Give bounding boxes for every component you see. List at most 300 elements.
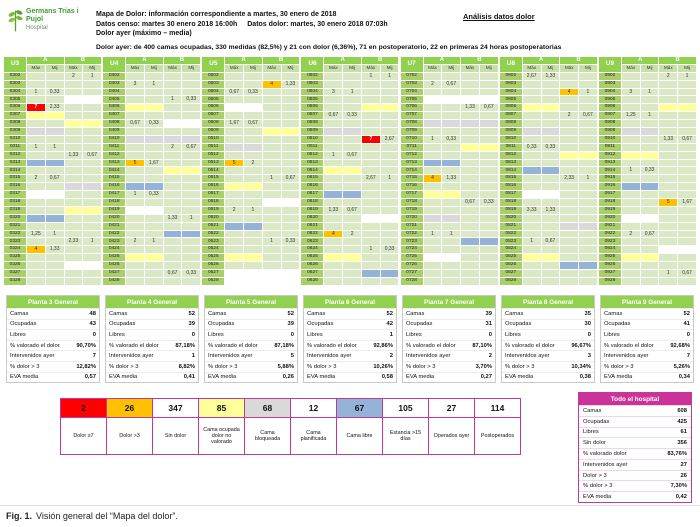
- bed-cell: [282, 144, 300, 151]
- room-number: 0702: [401, 73, 423, 80]
- bed-cell: [424, 246, 442, 253]
- legend-count: 12: [290, 398, 337, 418]
- bed-cell: [523, 231, 541, 238]
- unit-block-u9: [599, 57, 696, 285]
- bed-cell: [263, 136, 281, 143]
- room-number: 0508: [202, 120, 224, 127]
- bed-cell: [579, 104, 597, 111]
- legend-item: [382, 398, 429, 455]
- bed-cell: [145, 246, 163, 253]
- bed-cell: [65, 136, 83, 143]
- bed-cell: 0,67: [324, 112, 342, 119]
- bed-cell: [343, 254, 361, 261]
- bed-cell: [263, 89, 281, 96]
- room-number: 0811: [500, 144, 522, 151]
- bed-cell: 2: [126, 238, 144, 245]
- bed-cell: [324, 175, 342, 182]
- analysis-link[interactable]: Análisis datos dolor: [463, 12, 535, 21]
- bed-cell: [225, 215, 243, 222]
- bed-cell: 0,67: [542, 238, 560, 245]
- bed-cell: [282, 231, 300, 238]
- bed-cell: 1: [46, 144, 64, 151]
- bed-cell: [282, 191, 300, 198]
- bed-cell: [164, 128, 182, 135]
- bed-cell: [27, 254, 45, 261]
- bed-cell: [461, 254, 479, 261]
- room-number: 0918: [599, 199, 621, 206]
- bed-cell: [442, 215, 460, 222]
- column-header: Mij: [282, 65, 300, 72]
- bed-cell: [542, 270, 560, 277]
- bed-cell: [225, 270, 243, 277]
- bed-cell: [145, 144, 163, 151]
- room-number: 0505: [202, 96, 224, 103]
- bed-cell: [27, 152, 45, 159]
- bed-cell: [442, 96, 460, 103]
- bed-cell: [324, 73, 342, 80]
- bed-cell: [343, 199, 361, 206]
- planta-table-7: [402, 295, 496, 383]
- bed-cell: 0,67: [343, 207, 361, 214]
- bed-cell: [145, 152, 163, 159]
- bed-cell: [343, 144, 361, 151]
- planta-row: [205, 372, 297, 383]
- bed-cell: [282, 254, 300, 261]
- bed-cell: [46, 254, 64, 261]
- bed-cell: [579, 278, 597, 285]
- bed-cell: [126, 270, 144, 277]
- bed-cell: [126, 207, 144, 214]
- bed-cell: [83, 81, 101, 88]
- bed-cell: [164, 120, 182, 127]
- planta-row: [403, 319, 495, 330]
- bed-cell: [579, 215, 597, 222]
- bed-cell: [560, 191, 578, 198]
- legend-item: [152, 398, 199, 455]
- bed-cell: 0,33: [182, 96, 200, 103]
- hospital-row-label: Dolor > 3: [583, 472, 607, 479]
- bed-cell: [65, 160, 83, 167]
- bed-cell: [461, 270, 479, 277]
- planta-row: [502, 372, 594, 383]
- bed-cell: 0,67: [282, 175, 300, 182]
- bed-cell: [27, 215, 45, 222]
- legend-count: 85: [198, 398, 245, 418]
- bed-cell: [641, 104, 659, 111]
- bed-cell: [27, 191, 45, 198]
- bed-cell: [659, 160, 677, 167]
- bed-cell: [46, 136, 64, 143]
- bed-cell: [324, 81, 342, 88]
- room-number: 0428: [103, 278, 125, 285]
- bed-cell: [244, 112, 262, 119]
- room-number: 0409: [103, 128, 125, 135]
- bed-cell: [362, 215, 380, 222]
- room-number: 0423: [103, 238, 125, 245]
- bed-cell: 0,67: [126, 120, 144, 127]
- bed-cell: [164, 191, 182, 198]
- bed-cell: [622, 238, 640, 245]
- bed-cell: [225, 136, 243, 143]
- room-number: 0607: [301, 112, 323, 119]
- bed-cell: [182, 167, 200, 174]
- bed-cell: [659, 231, 677, 238]
- bed-cell: [362, 238, 380, 245]
- bed-cell: [65, 191, 83, 198]
- bed-cell: [225, 199, 243, 206]
- bed-cell: [182, 238, 200, 245]
- bed-cell: [164, 183, 182, 190]
- bed-cell: 2: [659, 73, 677, 80]
- bed-cell: [145, 231, 163, 238]
- bed-cell: [542, 120, 560, 127]
- bed-cell: [324, 191, 342, 198]
- planta-row-value: 0,26: [282, 374, 294, 381]
- hospital-table: [578, 392, 692, 503]
- hospital-table-rows: [579, 405, 691, 502]
- planta-row-value: 42: [386, 321, 393, 328]
- bed-cell: [560, 199, 578, 206]
- column-group-b: B: [164, 57, 201, 64]
- bed-cell: [442, 89, 460, 96]
- bed-cell: [263, 223, 281, 230]
- bed-cell: [263, 183, 281, 190]
- bed-cell: [480, 183, 498, 190]
- bed-cell: [461, 120, 479, 127]
- bed-cell: [480, 73, 498, 80]
- bed-cell: [282, 73, 300, 80]
- bed-cell: [579, 81, 597, 88]
- room-number: 0513: [202, 160, 224, 167]
- unit-title: U5: [202, 57, 224, 72]
- room-number: 0812: [500, 152, 522, 159]
- bed-cell: 1,33: [542, 73, 560, 80]
- bed-cell: [461, 183, 479, 190]
- planta-row-value: 35: [584, 310, 591, 317]
- legend-item: [428, 398, 475, 455]
- planta-row: [106, 340, 198, 351]
- bed-cell: [244, 262, 262, 269]
- bed-cell: [145, 136, 163, 143]
- bed-cell: [542, 104, 560, 111]
- bed-cell: [542, 152, 560, 159]
- bed-cell: [225, 152, 243, 159]
- bed-cell: [83, 167, 101, 174]
- bed-cell: [343, 215, 361, 222]
- room-number: 0703: [401, 81, 423, 88]
- bed-cell: [182, 191, 200, 198]
- bed-cell: [523, 81, 541, 88]
- planta-table-6: [303, 295, 397, 383]
- bed-cell: [46, 183, 64, 190]
- bed-cell: 1: [424, 231, 442, 238]
- bed-cell: 1: [263, 238, 281, 245]
- bed-cell: [164, 207, 182, 214]
- room-number: 0415: [103, 175, 125, 182]
- room-number: 0404: [103, 89, 125, 96]
- bed-cell: [560, 136, 578, 143]
- bed-cell: [182, 104, 200, 111]
- bed-cell: [579, 207, 597, 214]
- hospital-row-label: Libres: [583, 429, 599, 436]
- bed-cell: 4: [424, 175, 442, 182]
- room-number: 0813: [500, 160, 522, 167]
- bed-cell: 2: [27, 175, 45, 182]
- bed-cell: [182, 254, 200, 261]
- bed-cell: [381, 191, 399, 198]
- room-number: 0624: [301, 246, 323, 253]
- room-number: 0720: [401, 215, 423, 222]
- planta-tables: [6, 295, 694, 383]
- planta-row-label: Intervenidos ayer: [505, 353, 550, 360]
- planta-row-label: EVA media: [406, 374, 435, 381]
- hospital-table-title: Todo el hospital: [579, 393, 691, 405]
- bed-cell: [126, 152, 144, 159]
- bed-cell: 4: [560, 89, 578, 96]
- bed-cell: 1: [263, 175, 281, 182]
- planta-row-value: 52: [287, 310, 294, 317]
- bed-cell: [461, 246, 479, 253]
- bed-cell: [560, 262, 578, 269]
- bed-cell: [480, 136, 498, 143]
- bed-cell: [523, 160, 541, 167]
- planta-row-value: 87,10%: [472, 342, 492, 349]
- bed-cell: [244, 246, 262, 253]
- bed-cell: 1,33: [282, 81, 300, 88]
- bed-cell: [579, 152, 597, 159]
- bed-cell: [579, 238, 597, 245]
- legend-item: [60, 398, 107, 455]
- bed-cell: [480, 152, 498, 159]
- bed-cell: [622, 270, 640, 277]
- column-header: Mij: [46, 65, 64, 72]
- room-number: 0924: [599, 246, 621, 253]
- bed-cell: 1: [641, 89, 659, 96]
- room-number: 0606: [301, 104, 323, 111]
- planta-row: [601, 361, 693, 372]
- room-number: 0810: [500, 136, 522, 143]
- room-number: 0916: [599, 183, 621, 190]
- room-number: 0312: [4, 152, 26, 159]
- bed-cell: [442, 262, 460, 269]
- bed-cell: [46, 152, 64, 159]
- legend-label: Dolor ≥7: [60, 418, 107, 455]
- dashboard-header: [8, 8, 692, 48]
- planta-row-value: 52: [188, 310, 195, 317]
- bed-cell: [381, 262, 399, 269]
- bed-cell: 1: [244, 207, 262, 214]
- room-number: 0320: [4, 215, 26, 222]
- room-number: 0327: [4, 270, 26, 277]
- bed-cell: 0,67: [678, 136, 696, 143]
- bed-cell: 1: [641, 112, 659, 119]
- bed-cell: [182, 81, 200, 88]
- bed-cell: [83, 128, 101, 135]
- bed-cell: [641, 246, 659, 253]
- room-number: 0828: [500, 278, 522, 285]
- room-number: 0326: [4, 262, 26, 269]
- bed-cell: [442, 167, 460, 174]
- bed-cell: [641, 270, 659, 277]
- bed-cell: [126, 246, 144, 253]
- room-number: 0717: [401, 191, 423, 198]
- bed-cell: 0,33: [145, 120, 163, 127]
- bed-cell: [523, 128, 541, 135]
- room-number: 0604: [301, 89, 323, 96]
- bed-cell: [523, 246, 541, 253]
- bed-cell: 1: [579, 89, 597, 96]
- bed-cell: 1: [381, 175, 399, 182]
- bed-cell: 0,67: [480, 104, 498, 111]
- bed-cell: [46, 191, 64, 198]
- column-header: Máx: [164, 65, 182, 72]
- bed-cell: [579, 199, 597, 206]
- bed-cell: 1: [145, 81, 163, 88]
- bed-cell: [542, 254, 560, 261]
- bed-cell: [523, 223, 541, 230]
- bed-cell: 0,67: [579, 112, 597, 119]
- room-number: 0506: [202, 104, 224, 111]
- planta-row: [502, 350, 594, 361]
- bed-cell: 0,33: [381, 246, 399, 253]
- bed-cell: [83, 270, 101, 277]
- planta-row: [601, 350, 693, 361]
- hospital-row-value: 61: [680, 429, 687, 436]
- bed-cell: [560, 223, 578, 230]
- legend-count: 68: [244, 398, 291, 418]
- bed-cell: [126, 104, 144, 111]
- bed-cell: [145, 262, 163, 269]
- planta-row-value: 5: [290, 353, 294, 360]
- bed-cell: [324, 246, 342, 253]
- bed-cell: [244, 191, 262, 198]
- bed-cell: [145, 96, 163, 103]
- bed-cell: 3: [324, 89, 342, 96]
- planta-table-4: [105, 295, 199, 383]
- room-number: 0525: [202, 254, 224, 261]
- planta-row-label: Libres: [109, 331, 125, 338]
- bed-cell: [126, 278, 144, 285]
- planta-row: [304, 372, 396, 383]
- planta-row-label: % valorado el dolor: [208, 342, 258, 349]
- column-group-a: A: [27, 57, 64, 64]
- planta-row-value: 0: [191, 331, 195, 338]
- hospital-row-label: Ocupadas: [583, 418, 610, 425]
- planta-row-value: 39: [287, 321, 294, 328]
- bed-cell: [678, 207, 696, 214]
- bed-cell: [362, 144, 380, 151]
- legend-count: 105: [382, 398, 429, 418]
- bed-cell: [225, 96, 243, 103]
- bed-cell: [145, 128, 163, 135]
- bed-cell: [424, 183, 442, 190]
- bed-cell: [244, 183, 262, 190]
- legend-grid: [60, 398, 521, 455]
- bed-cell: 1,33: [442, 175, 460, 182]
- planta-row: [7, 361, 99, 372]
- bed-cell: [83, 199, 101, 206]
- bed-cell: [579, 167, 597, 174]
- bed-cell: [164, 89, 182, 96]
- bed-cell: [641, 238, 659, 245]
- bed-cell: [126, 167, 144, 174]
- bed-cell: 0,33: [343, 112, 361, 119]
- room-number: 0906: [599, 104, 621, 111]
- room-number: 0807: [500, 112, 522, 119]
- hospital-row-value: 27: [680, 461, 687, 468]
- bed-cell: 2: [164, 144, 182, 151]
- bed-cell: [244, 278, 262, 285]
- bed-cell: [65, 278, 83, 285]
- bed-cell: [27, 112, 45, 119]
- room-number: 0321: [4, 223, 26, 230]
- bed-cell: [560, 144, 578, 151]
- planta-row: [7, 319, 99, 330]
- bed-cell: [244, 96, 262, 103]
- planta-row: [601, 340, 693, 351]
- room-number: 0311: [4, 144, 26, 151]
- bed-cell: [324, 238, 342, 245]
- bed-cell: [65, 167, 83, 174]
- hospital-row-label: Intervenidos ayer: [583, 461, 628, 468]
- planta-row-label: Libres: [604, 331, 620, 338]
- bed-cell: [46, 128, 64, 135]
- planta-row-label: Libres: [307, 331, 323, 338]
- column-header: Mij: [542, 65, 560, 72]
- bed-cell: [480, 167, 498, 174]
- bed-cell: 0,67: [343, 152, 361, 159]
- bed-cell: [424, 215, 442, 222]
- bed-cell: [145, 199, 163, 206]
- planta-row-value: 96,67%: [571, 342, 591, 349]
- room-number: 0818: [500, 199, 522, 206]
- room-number: 0322: [4, 231, 26, 238]
- bed-cell: [182, 199, 200, 206]
- room-number: 0308: [4, 120, 26, 127]
- bed-cell: [424, 152, 442, 159]
- bed-cell: [381, 238, 399, 245]
- bed-cell: 1,25: [622, 112, 640, 119]
- bed-cell: [678, 238, 696, 245]
- bed-cell: 1,67: [225, 120, 243, 127]
- bed-cell: [659, 191, 677, 198]
- planta-table-3: [6, 295, 100, 383]
- bed-cell: 1: [579, 175, 597, 182]
- bed-cell: 2: [244, 160, 262, 167]
- bed-cell: [343, 262, 361, 269]
- bed-cell: [324, 167, 342, 174]
- bed-cell: [362, 89, 380, 96]
- bed-cell: [622, 152, 640, 159]
- bed-cell: [362, 223, 380, 230]
- bed-cell: [46, 112, 64, 119]
- bed-cell: [362, 81, 380, 88]
- bed-cell: [182, 183, 200, 190]
- bed-cell: [65, 246, 83, 253]
- bed-cell: 1: [659, 270, 677, 277]
- planta-row-value: 0,57: [84, 374, 96, 381]
- bed-cell: [523, 183, 541, 190]
- room-number: 0516: [202, 183, 224, 190]
- bed-cell: 1,33: [46, 246, 64, 253]
- bed-cell: [381, 167, 399, 174]
- room-number: 0726: [401, 262, 423, 269]
- bed-cell: [560, 81, 578, 88]
- bed-cell: [324, 262, 342, 269]
- bed-cell: 0,33: [641, 167, 659, 174]
- bed-cell: [164, 160, 182, 167]
- bed-cell: [381, 215, 399, 222]
